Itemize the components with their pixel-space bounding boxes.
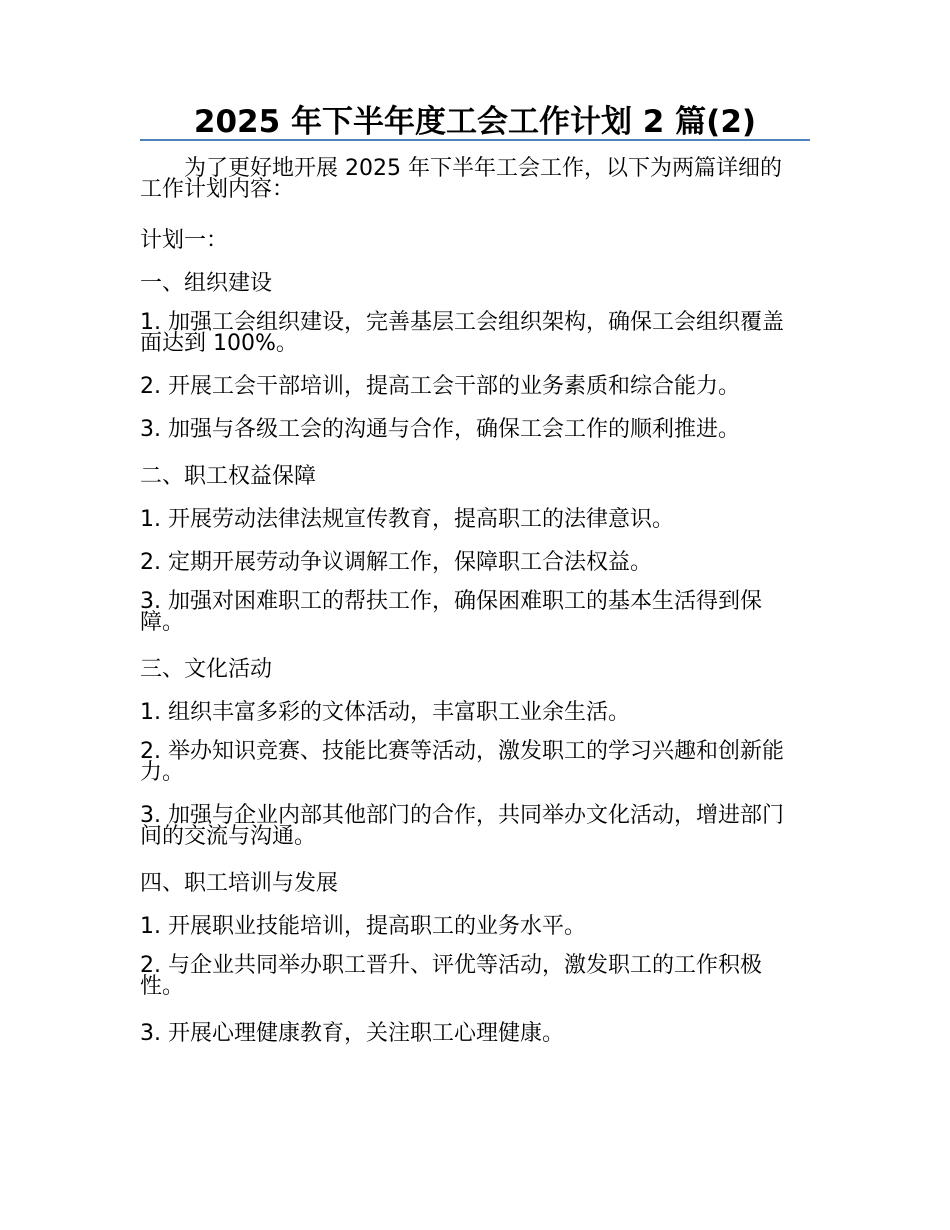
- list-item: 1. 加强工会组织建设，完善基层工会组织架构，确保工会组织覆盖面达到 100%。: [140, 310, 784, 356]
- section-heading-rights: 二、职工权益保障: [140, 464, 317, 489]
- list-item: 2. 开展工会干部培训，提高工会干部的业务素质和综合能力。: [140, 374, 740, 399]
- list-item: 2. 举办知识竞赛、技能比赛等活动，激发职工的学习兴趣和创新能力。: [140, 739, 784, 785]
- section-heading-training: 四、职工培训与发展: [140, 871, 339, 896]
- list-item: 3. 开展心理健康教育，关注职工心理健康。: [140, 1021, 564, 1046]
- list-item: 1. 组织丰富多彩的文体活动，丰富职工业余生活。: [140, 700, 630, 725]
- intro-paragraph: 为了更好地开展 2025 年下半年工会工作，以下为两篇详细的工作计划内容：: [140, 156, 782, 202]
- list-item: 3. 加强与各级工会的沟通与合作，确保工会工作的顺利推进。: [140, 417, 740, 442]
- plan-heading: 计划一：: [140, 228, 229, 253]
- list-item: 1. 开展职业技能培训，提高职工的业务水平。: [140, 914, 586, 939]
- list-item: 3. 加强与企业内部其他部门的合作，共同举办文化活动，增进部门间的交流与沟通。: [140, 803, 784, 849]
- list-item: 3. 加强对困难职工的帮扶工作，确保困难职工的基本生活得到保障。: [140, 589, 762, 635]
- title-underline: [140, 139, 810, 141]
- document-title: 2025 年下半年度工会工作计划 2 篇(2): [193, 104, 757, 140]
- list-item: 1. 开展劳动法律法规宣传教育，提高职工的法律意识。: [140, 507, 674, 532]
- list-item: 2. 定期开展劳动争议调解工作，保障职工合法权益。: [140, 550, 652, 575]
- document-body: [140, 158, 802, 1062]
- section-heading-culture: 三、文化活动: [140, 657, 273, 682]
- list-item: 2. 与企业共同举办职工晋升、评优等活动，激发职工的工作积极性。: [140, 953, 762, 999]
- section-heading-organization: 一、组织建设: [140, 271, 273, 296]
